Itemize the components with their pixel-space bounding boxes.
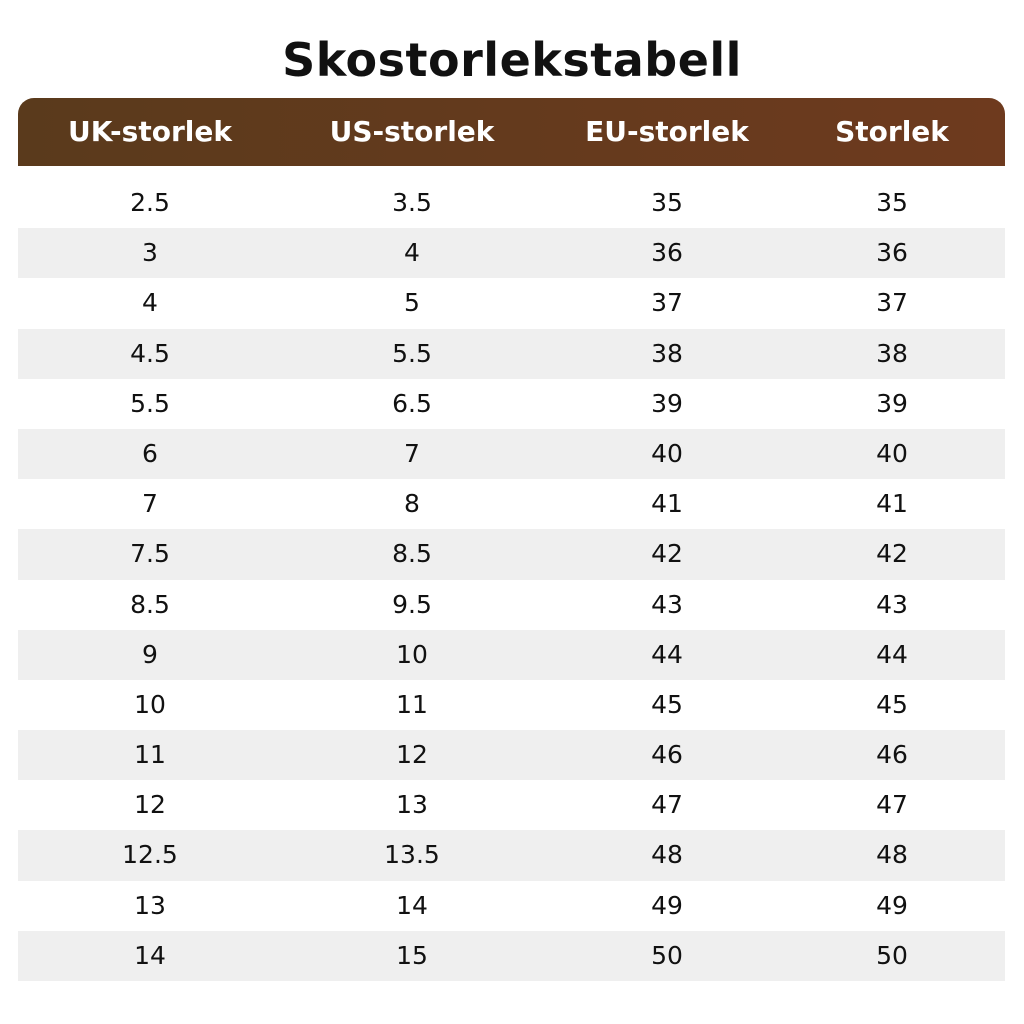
size-cell: 50: [876, 940, 908, 970]
uk-size-cell: 12: [134, 790, 166, 820]
us-size-cell: 10: [396, 639, 428, 669]
us-size-cell: 8.5: [392, 539, 432, 569]
eu-size-cell: 35: [651, 188, 683, 217]
us-size-cell: 13.5: [384, 840, 440, 870]
uk-size-cell: 9: [142, 639, 158, 669]
uk-size-cell: 6: [142, 438, 158, 468]
size-cell: 49: [876, 890, 908, 920]
size-cell: 47: [876, 790, 908, 820]
table-row: [18, 830, 1005, 880]
uk-size-cell: 3: [142, 238, 158, 268]
eu-size-cell: 45: [651, 689, 683, 719]
uk-size-cell: 13: [134, 890, 166, 920]
eu-size-cell: 38: [651, 338, 683, 368]
uk-size-cell: 8.5: [130, 589, 170, 619]
table-row: [18, 931, 1005, 981]
us-size-cell: 15: [396, 940, 428, 970]
us-size-cell: 13: [396, 790, 428, 820]
eu-size-cell: 48: [651, 840, 683, 870]
column-header-size: Storlek: [835, 115, 949, 148]
column-header-eu: EU-storlek: [585, 115, 749, 148]
size-cell: 44: [876, 639, 908, 669]
uk-size-cell: 14: [134, 940, 166, 970]
table-row: [18, 278, 1005, 328]
eu-size-cell: 41: [651, 489, 683, 519]
size-cell: 40: [876, 438, 908, 468]
uk-size-cell: 7: [142, 489, 158, 519]
size-cell: 39: [876, 388, 908, 418]
eu-size-cell: 47: [651, 790, 683, 820]
eu-size-cell: 42: [651, 539, 683, 569]
size-cell: 41: [876, 489, 908, 519]
size-cell: 45: [876, 689, 908, 719]
uk-size-cell: 4.5: [130, 338, 170, 368]
size-cell: 37: [876, 288, 908, 318]
us-size-cell: 5: [404, 288, 420, 318]
table-row: [18, 479, 1005, 529]
uk-size-cell: 11: [134, 740, 166, 770]
table-row: [18, 630, 1005, 680]
eu-size-cell: 49: [651, 890, 683, 920]
size-cell: 48: [876, 840, 908, 870]
table-body: [18, 178, 1005, 981]
uk-size-cell: 2.5: [130, 188, 170, 217]
table-row: [18, 730, 1005, 780]
eu-size-cell: 44: [651, 639, 683, 669]
page-title: Skostorlekstabell: [282, 33, 742, 87]
uk-size-cell: 10: [134, 689, 166, 719]
eu-size-cell: 40: [651, 438, 683, 468]
eu-size-cell: 37: [651, 288, 683, 318]
us-size-cell: 4: [404, 238, 420, 268]
size-cell: 36: [876, 238, 908, 268]
size-cell: 38: [876, 338, 908, 368]
column-header-us: US-storlek: [329, 115, 495, 148]
us-size-cell: 12: [396, 740, 428, 770]
eu-size-cell: 36: [651, 238, 683, 268]
table-row: [18, 329, 1005, 379]
eu-size-cell: 39: [651, 388, 683, 418]
uk-size-cell: 4: [142, 288, 158, 318]
us-size-cell: 3.5: [392, 188, 432, 217]
table-row: [18, 429, 1005, 479]
table-row: [18, 379, 1005, 429]
us-size-cell: 6.5: [392, 388, 432, 418]
table-row: [18, 529, 1005, 579]
uk-size-cell: 7.5: [130, 539, 170, 569]
size-cell: 42: [876, 539, 908, 569]
table-row: [18, 178, 1005, 228]
us-size-cell: 8: [404, 489, 420, 519]
table-header: [18, 98, 1005, 166]
us-size-cell: 14: [396, 890, 428, 920]
table-row: [18, 680, 1005, 730]
uk-size-cell: 12.5: [122, 840, 178, 870]
column-header-uk: UK-storlek: [68, 115, 232, 148]
size-cell: 35: [876, 188, 908, 217]
table-row: [18, 228, 1005, 278]
us-size-cell: 9.5: [392, 589, 432, 619]
table-row: [18, 881, 1005, 931]
table-row: [18, 780, 1005, 830]
eu-size-cell: 43: [651, 589, 683, 619]
eu-size-cell: 50: [651, 940, 683, 970]
us-size-cell: 5.5: [392, 338, 432, 368]
table-row: [18, 580, 1005, 630]
uk-size-cell: 5.5: [130, 388, 170, 418]
eu-size-cell: 46: [651, 740, 683, 770]
us-size-cell: 7: [404, 438, 420, 468]
size-cell: 43: [876, 589, 908, 619]
size-cell: 46: [876, 740, 908, 770]
us-size-cell: 11: [396, 689, 428, 719]
